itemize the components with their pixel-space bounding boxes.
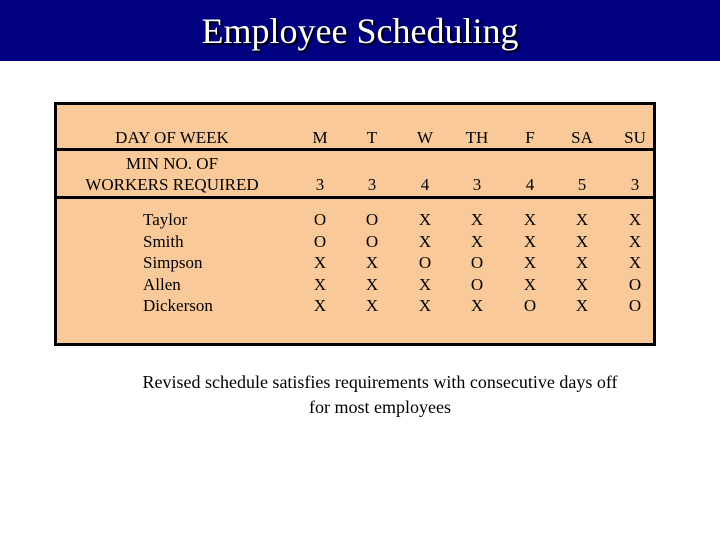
day-header: T	[366, 128, 378, 147]
schedule-cell: O	[628, 296, 642, 315]
divider	[57, 148, 653, 151]
schedule-cell: X	[575, 231, 589, 251]
schedule-cell: X	[575, 210, 589, 229]
schedule-cell: O	[470, 274, 484, 294]
schedule-cell: X	[575, 274, 589, 294]
schedule-cell: O	[313, 210, 327, 229]
divider	[57, 196, 653, 199]
day-header: SA	[571, 128, 593, 147]
schedule-cell: O	[470, 253, 484, 272]
schedule-cell: X	[418, 210, 432, 229]
min-required-value: 3	[630, 175, 640, 194]
schedule-cell: O	[365, 210, 379, 229]
schedule-cell: O	[628, 274, 642, 294]
schedule-cell: O	[418, 253, 432, 272]
schedule-cell: X	[418, 231, 432, 251]
caption	[60, 370, 700, 420]
day-header: F	[525, 128, 535, 147]
schedule-cell: X	[313, 274, 327, 294]
schedule-cell: X	[575, 253, 589, 272]
employee-name: Simpson	[143, 253, 203, 272]
caption-line-1: Revised schedule satisfies requirements with consecutive days off	[142, 372, 618, 392]
schedule-cell: X	[470, 210, 484, 229]
day-of-week-label: DAY OF WEEK	[115, 128, 229, 147]
schedule-cell: X	[365, 296, 379, 315]
schedule-cell: O	[313, 231, 327, 251]
min-required-value: 5	[577, 175, 587, 194]
schedule-cell: X	[365, 274, 379, 294]
employee-name: Allen	[143, 274, 181, 294]
min-required-value: 3	[472, 175, 482, 194]
schedule-cell: X	[575, 296, 589, 315]
schedule-cell: X	[628, 231, 642, 251]
title-bar	[0, 0, 720, 61]
schedule-cell: X	[418, 296, 432, 315]
min-required-value: 3	[367, 175, 377, 194]
schedule-cell: X	[313, 296, 327, 315]
min-required-value: 4	[420, 175, 430, 194]
day-header: TH	[465, 128, 489, 147]
schedule-cell: X	[523, 274, 537, 294]
schedule-cell: X	[523, 210, 537, 229]
employee-name: Dickerson	[143, 296, 213, 315]
min-required-value: 3	[315, 175, 325, 194]
schedule-cell: X	[628, 253, 642, 272]
schedule-cell: X	[470, 296, 484, 315]
employee-name: Smith	[143, 231, 184, 251]
min-workers-label-1: MIN NO. OF	[125, 154, 219, 173]
min-workers-label-2: WORKERS REQUIRED	[85, 175, 259, 194]
schedule-cell: X	[418, 274, 432, 294]
schedule-cell: X	[365, 253, 379, 272]
caption-line-2: for most employees	[309, 397, 451, 417]
schedule-table	[54, 102, 656, 346]
schedule-cell: X	[470, 231, 484, 251]
schedule-cell: X	[523, 231, 537, 251]
schedule-cell: O	[365, 231, 379, 251]
employee-name: Taylor	[143, 210, 188, 229]
schedule-cell: O	[523, 296, 537, 315]
schedule-cell: X	[313, 253, 327, 272]
schedule-cell: X	[523, 253, 537, 272]
min-required-value: 4	[525, 175, 535, 194]
day-header: SU	[624, 128, 646, 147]
day-header: W	[416, 128, 434, 147]
schedule-cell: X	[628, 210, 642, 229]
slide-title: Employee Scheduling	[201, 11, 519, 51]
day-header: M	[312, 128, 328, 147]
